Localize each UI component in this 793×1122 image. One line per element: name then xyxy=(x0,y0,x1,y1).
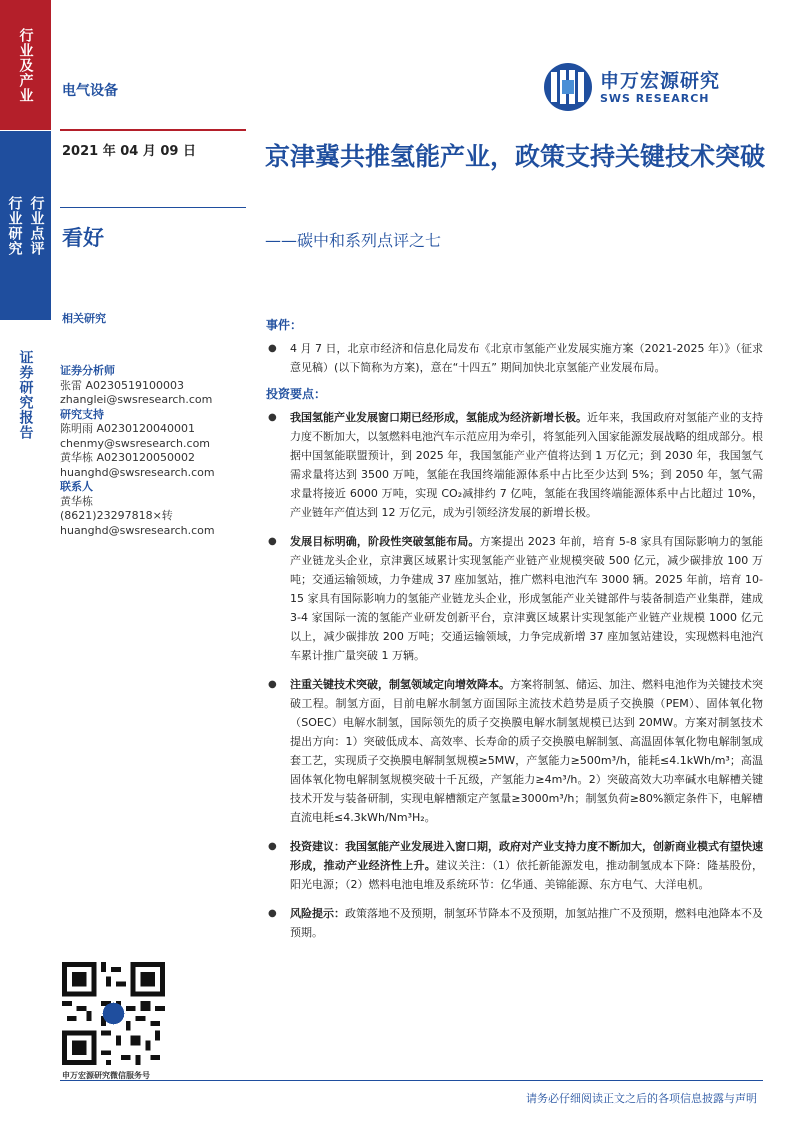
bullet-icon: ● xyxy=(268,343,277,354)
footer-rule xyxy=(60,1080,763,1081)
side-tab-industry xyxy=(0,0,51,130)
event-text: 4 月 7 日，北京市经济和信息化局发布《北京市氢能产业发展实施方案（2021-2025 年）》（征求意见稿）(以下简称为方案)，意在“十四五” 期间加快北京氢能产业发展布局。 xyxy=(290,342,763,374)
contact-heading: 联系人 xyxy=(60,480,93,493)
event-heading: 事件： xyxy=(266,318,303,332)
support-email-2[interactable]: huanghd@swsresearch.com xyxy=(60,465,215,479)
bullet-icon: ● xyxy=(268,679,277,690)
point-1-text: 近年来，我国政府对氢能产业的支持力度不断加大，以氢燃料电池汽车示范应用为牵引，将氢能列入国家能源发展战略的组成部分。根据中国氢能联盟预计，到 2025 年，我国氢能产业产值将达到 1 万亿元；到 2030 年，我国氢气需求量将达到 3500 万吨，氢能在我国终端能源体系中占比至少达到 5%；到 2050 年，氢气需求量将接近 6000 万吨，实现 CO₂减排约 7 亿吨，氢能在我国终端能源体系中占比超过 10%，产业链年产值达到 12 万亿元，成为引领经济发展的新增长极。 xyxy=(290,411,763,519)
bullet-icon: ● xyxy=(268,412,277,423)
point-1-lead: 我国氢能产业发展窗口期已经形成，氢能成为经济新增长极。 xyxy=(290,411,587,424)
support-name-2: 黄华栋 A0230120050002 xyxy=(60,451,196,464)
point-5-text: 政策落地不及预期，制氢环节降本不及预期，加氢站推广不及预期，燃料电池降本不及预期。 xyxy=(290,907,763,939)
side-tab-report-type-label-2: 行业点评 xyxy=(28,195,45,256)
point-2 xyxy=(266,532,763,665)
related-research-label: 相关研究 xyxy=(62,312,106,325)
sws-logo-icon xyxy=(542,62,594,112)
contact-email[interactable]: huanghd@swsresearch.com xyxy=(60,523,215,537)
side-tab-report-type-label-1: 行业研究 xyxy=(6,195,23,256)
side-tab-industry-label: 行业及产业 xyxy=(17,27,34,103)
bullet-icon: ● xyxy=(268,841,277,852)
point-5-lead: 风险提示： xyxy=(290,907,345,920)
side-tab-report-type xyxy=(0,131,51,320)
header-rule-red xyxy=(60,129,246,131)
point-4 xyxy=(266,837,763,894)
point-4-lead: 投资建议：我国氢能产业发展进入窗口期，政府对产业支持力度不断加大，创新商业模式有望快速形成，推动产业经济性上升。 xyxy=(290,840,763,872)
point-4-text: 建议关注：（1）依托新能源发电，推动制氢成本下降：隆基股份，阳光电源；（2）燃料电池电堆及系统环节：亿华通、美锦能源、东方电气、大洋电机。 xyxy=(290,859,764,891)
support-heading: 研究支持 xyxy=(60,407,104,421)
analyst-name: 张雷 A0230519100003 xyxy=(60,378,185,392)
sector-label: 电气设备 xyxy=(62,83,118,99)
point-2-text: 方案提出 2023 年前，培育 5-8 家具有国际影响力的氢能产业链龙头企业，京津冀区域累计实现氢能产业链产业规模突破 500 亿元，减少碳排放 100 万吨；交通运输领域，力争建成 37 座加氢站，推广燃料电池汽车 3000 辆。2025 年前，培育 10-15 家具有国际影响力的氢能产业链龙头企业，形成氢能产业关键部件与装备制造产业集群，建成 3-4 家国际一流的氢能产业研发创新平台，京津冀区域累计实现氢能产业链产业规模 1000 亿元以上，减少碳排放 200 万吨；交通运输领域，力争完成新增 37 座加氢站建设，实现燃料电池汽车累计推广量突破 1 万辆。 xyxy=(290,535,764,662)
sws-logo xyxy=(542,62,752,112)
report-title: 京津冀共推氢能产业，政策支持关键技术突破 xyxy=(265,142,766,171)
logo-text-cn: 申万宏源研究 xyxy=(600,70,721,92)
point-1 xyxy=(266,408,763,522)
qr-code-icon[interactable] xyxy=(62,962,165,1065)
rating: 看好 xyxy=(62,226,104,250)
points-heading: 投资要点： xyxy=(266,387,327,401)
side-tab-securities-label: 证券研究报告 xyxy=(17,350,34,440)
header-rule-blue xyxy=(60,207,246,208)
contact-phone: (8621)23297818×转 xyxy=(60,509,173,522)
bullet-icon: ● xyxy=(268,536,277,547)
contacts-block xyxy=(60,364,250,538)
bullet-icon: ● xyxy=(268,908,277,919)
footer-disclaimer[interactable]: 请务必仔细阅读正文之后的各项信息披露与声明 xyxy=(526,1092,757,1105)
analyst-heading: 证券分析师 xyxy=(60,364,115,377)
point-3 xyxy=(266,675,763,827)
point-3-lead: 注重关键技术突破，制氢领域定向增效降本。 xyxy=(290,678,510,691)
point-3-text: 方案将制氢、储运、加注、燃料电池作为关键技术突破工程。制氢方面，目前电解水制氢方面国际主流技术趋势是质子交换膜（PEM）、固体氧化物（SOEC）电解水制氢，国际领先的质子交换膜电解水制氢规模已达到 20MW。方案对制氢技术提出方向：1）突破低成本、高效率、长寿命的质子交换膜电解制氢、高温固体氧化物电解制氢成套工艺，实现质子交换膜电解制氢规模≥5MW，产氢能力≥500m³/h，能耗≤4.1kWh/m³；高温固体氧化物电解制氢规模突破十千瓦级，产氢能力≥4m³/h。2）突破高效大功率碱水电解槽关键技术开发与装备研制，实现电解槽额定产氢量≥3000m³/h；制氢负荷≥80%额定条件下，电解槽直流电耗≤4.3kWh/Nm³H₂。 xyxy=(290,678,763,824)
point-2-lead: 发展目标明确，阶段性突破氢能布局。 xyxy=(290,535,480,548)
report-date: 2021 年 04 月 09 日 xyxy=(62,144,196,159)
side-tab-securities xyxy=(0,320,51,470)
report-body xyxy=(266,316,763,942)
support-email-1[interactable]: chenmy@swsresearch.com xyxy=(60,436,211,450)
event-paragraph xyxy=(266,339,763,377)
qr-caption: 申万宏源研究微信服务号 xyxy=(62,1071,150,1080)
point-5 xyxy=(266,904,763,942)
qr-center-logo xyxy=(103,1003,125,1025)
support-name-1: 陈明雨 A0230120040001 xyxy=(60,422,196,435)
report-subtitle: ——碳中和系列点评之七 xyxy=(265,231,442,250)
analyst-email[interactable]: zhanglei@swsresearch.com xyxy=(60,393,213,406)
logo-text-en: SWS RESEARCH xyxy=(600,92,710,105)
contact-name: 黄华栋 xyxy=(60,494,93,508)
